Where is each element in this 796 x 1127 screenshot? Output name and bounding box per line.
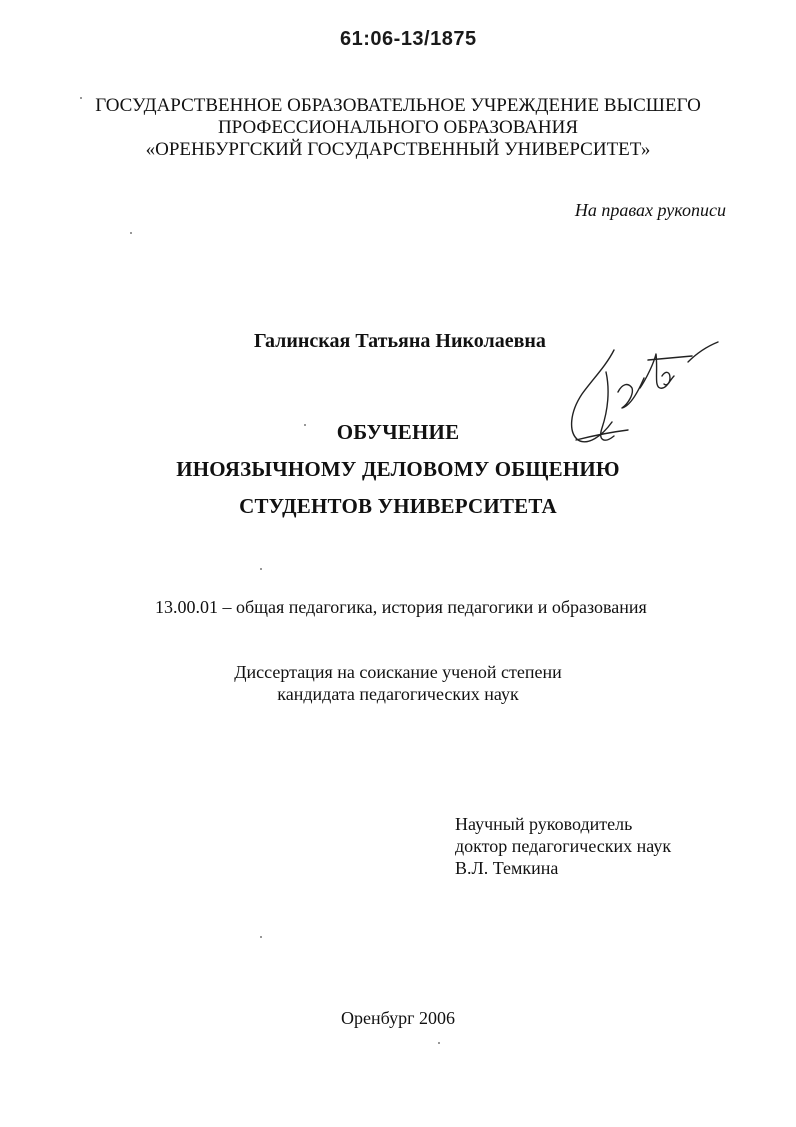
- scan-speck: [130, 232, 132, 234]
- signature-stroke-5: [662, 372, 670, 384]
- scan-speck: [304, 424, 306, 426]
- scan-speck: [260, 568, 262, 570]
- institution-line-3: «ОРЕНБУРГСКИЙ ГОСУДАРСТВЕННЫЙ УНИВЕРСИТЕТ»: [145, 139, 651, 160]
- scan-speck: [80, 97, 82, 99]
- supervisor-degree: доктор педагогических наук: [455, 836, 672, 856]
- degree-line-2: кандидата педагогических наук: [277, 684, 519, 704]
- manuscript-note: На правах рукописи: [574, 200, 726, 220]
- title-line-1: ОБУЧЕНИЕ: [336, 420, 460, 444]
- degree-line-1: Диссертация на соискание ученой степени: [234, 662, 562, 682]
- signature-stroke-7: [688, 342, 718, 362]
- catalog-number: 61:06-13/1875: [340, 28, 477, 50]
- scan-speck: [260, 936, 262, 938]
- supervisor-name: В.Л. Темкина: [455, 858, 559, 878]
- institution-line-2: ПРОФЕССИОНАЛЬНОГО ОБРАЗОВАНИЯ: [217, 117, 579, 138]
- specialty-code: 13.00.01 – общая педагогика, история педагогики и образования: [155, 597, 647, 617]
- author-name: Галинская Татьяна Николаевна: [254, 330, 546, 352]
- supervisor-role: Научный руководитель: [455, 814, 633, 834]
- title-line-3: СТУДЕНТОВ УНИВЕРСИТЕТА: [239, 494, 557, 518]
- signature-stroke-3: [618, 378, 644, 408]
- title-line-2: ИНОЯЗЫЧНОМУ ДЕЛОВОМУ ОБЩЕНИЮ: [176, 457, 620, 481]
- city-year: Оренбург 2006: [341, 1008, 455, 1028]
- scan-speck: [438, 1042, 440, 1044]
- institution-line-1: ГОСУДАРСТВЕННОЕ ОБРАЗОВАТЕЛЬНОЕ УЧРЕЖДЕНИЕ ВЫСШЕГО: [95, 95, 701, 116]
